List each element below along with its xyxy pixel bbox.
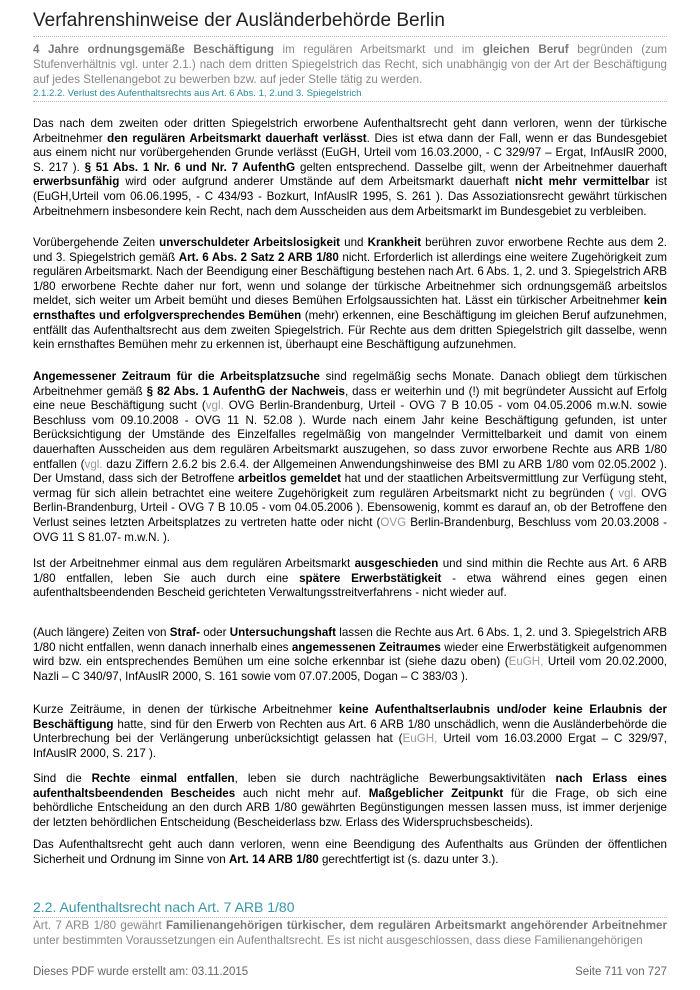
paragraph-job-search-period: Angemessener Zeitraum für die Arbeitsplatzsuche sind regelmäßig sechs Monate. Danach obliegt dem türkischen Arbeitnehmer gemäß § 82 Abs. 1 AufenthG der Nachweis, dass er weiterhin und (!) mit begründeter Aussicht auf Erfolg eine neue Beschäftigung sucht (vgl. OVG Berlin-Brandenburg, Urteil - OVG 7 B 10.05 - vom 04.05.2006 m.w.N. sowie Beschluss vom 09.10.2008 - OVG 11 N. 52.08 ). Wurde nach einem Jahr keine Beschäftigung gefunden, ist unter Berücksichtigung der Umstände des Einzelfalles regelmäßig von mangelnder Vermittelbarkeit und damit von einem dauerhaften Ausscheiden aus dem regulären Arbeitsmarkt auszugehen, so dass zuvor erworbene Rechte aus ARB 1/80 entfallen (vgl. dazu Ziffern 2.6.2 bis 2.6.4. der Allgemeinen Anwendungshinweise des BMI zu ARB 1/80 vom 02.05.2002 ). Der Umstand, dass sich der Betroffene arbeitlos gemeldet hat und der staatlichen Arbeitsvermittlung zur Verfügung steht, vermag für sich allein betrachtet eine weitere Zugehörigkeit zum regulären Arbeitsmarkt nicht zu begründen ( vgl. OVG Berlin-Brandenburg, Urteil - OVG 7 B 10.05 - vom 04.05.2006 ). Ebensowenig, kommt es darauf an, ob der Betroffene den Verlust seines letzten Arbeitsplatzes zu vertreten hatte oder nicht (OVG Berlin-Brandenburg, Beschluss vom 20.03.2008 - OVG 11 S 81.07- m.w.N. ).	[33, 370, 668, 544]
paragraph-left-labour-market: Ist der Arbeitnehmer einmal aus dem regulären Arbeitsmarkt ausgeschieden und sind mithin die Rechte aus Art. 6 ARB 1/80 entfallen, leben Sie auch durch eine spätere Erwerbstätigkeit - etwa während eines gegen einen aufenthaltsbeendenden Bescheid gerichteten Verwaltungsstreitverfahrens - nicht wieder auf.	[33, 557, 668, 600]
subsection-link[interactable]: 2.1.2.2. Verlust des Aufenthaltsrechts aus Art. 6 Abs. 1, 2.und 3. Spiegelstrich	[33, 88, 362, 99]
section-divider	[33, 917, 667, 918]
paragraph-loss-of-right: Das nach dem zweiten oder dritten Spiegelstrich erworbene Aufenthaltsrecht geht dann verloren, wenn der türkische Arbeitnehmer den regulären Arbeitsmarkt dauerhaft verlässt. Dies ist etwa dann der Fall, wenn er das Bundesgebiet aus einem nicht nur vorübergehenden Grunde verlässt (EuGH, Urteil vom 16.03.2000, - C 329/97 – Ergat, InfAuslR 2000, S. 217 ). § 51 Abs. 1 Nr. 6 und Nr. 7 AufenthG gelten entsprechend. Dasselbe gilt, wenn der Arbeitnehmer dauerhaft erwerbsunfähig wird oder aufgrund anderer Umstände auf dem Arbeitsmarkt dauerhaft nicht mehr vermittelbar ist (EuGH,Urteil vom 06.06.1995, - C 434/93 - Bozkurt, InfAuslR 1995, S. 261 ). Das Assoziationsrecht gewährt türkischen Arbeitnehmern insbesondere kein Recht, nach dem Ausscheiden aus dem Arbeitsmarkt im Bundesgebiet zu verbleiben.	[33, 117, 667, 218]
paragraph-rights-lapsed: Sind die Rechte einmal entfallen, leben sie durch nachträgliche Bewerbungsaktivitäten nach Erlass eines aufenthaltsbeendenden Bescheides auch nicht mehr auf. Maßgeblicher Zeitpunkt für die Frage, ob sich eine behördliche Entscheidung an den durch ARB 1/80 gewährten Begünstigungen messen lassen muss, ist immer derjenige der letzten behördlichen Entscheidung (Bescheiderlass bzw. Erlass des Widerspruchsbescheids).	[33, 772, 667, 829]
paragraph-unemployment: Vorübergehende Zeiten unverschuldeter Arbeitslosigkeit und Krankheit berühren zuvor erworbene Rechte aus dem 2. und 3. Spiegelstrich gemäß Art. 6 Abs. 2 Satz 2 ARB 1/80 nicht. Erforderlich ist allerdings eine weitere Zugehörigkeit zum regulären Arbeitsmarkt. Nach der Beendigung einer Beschäftigung bestehen nach Art. 6 Abs. 1, 2. und 3. Spiegelstrich ARB 1/80 erworbene Rechte daher nur fort, wenn und solange der türkische Arbeitnehmer sich ordnungsgemäß arbeitslos meldet, sich weiter um Arbeit bemüht und dieses Bemühen Erfolgsaussichten hat. Lässt ein türkischer Arbeitnehmer kein ernsthaftes und erfolgversprechendes Bemühen (mehr) erkennen, eine Beschäftigung im gleichen Beruf aufzunehmen, entfällt das Aufenthaltsrecht aus dem zweiten Spiegelstrich. Für Rechte aus dem dritten Spiegelstrich gilt dasselbe, wenn kein ernsthaftes Bemühen mehr zu erkennen ist, überhaupt eine Beschäftigung aufzunehmen.	[33, 236, 668, 352]
footer-created-date: Dieses PDF wurde erstellt am: 03.11.2015	[33, 966, 249, 978]
section-heading: 2.2. Aufenthaltsrecht nach Art. 7 ARB 1/80	[33, 899, 295, 915]
page-title: Verfahrenshinweise der Ausländerbehörde Berlin	[33, 10, 445, 31]
subsection-divider	[33, 101, 667, 102]
paragraph-short-periods: Kurze Zeiträume, in denen der türkische Arbeitnehmer keine Aufenthaltserlaubnis und/oder keine Erlaubnis der Beschäftigung hatte, sind für den Erwerb von Rechten aus Art. 6 ARB 1/80 unschädlich, wenn die Ausländerbehörde die Unterbrechung bei der Verlängerung unberücksichtigt gelassen hat (EuGH, Urteil vom 16.03.2000 Ergat – C 329/97, InfAuslR 2000, S. 217 ).	[33, 703, 667, 760]
title-divider	[33, 36, 667, 37]
section-intro-paragraph: Art. 7 ARB 1/80 gewährt Familienangehörigen türkischer, dem regulären Arbeitsmarkt angehörender Arbeitnehmer unter bestimmten Voraussetzungen ein Aufenthaltsrecht. Es ist nicht ausgeschlossen, dass diese Familienangehörigen	[33, 919, 667, 947]
intro-paragraph: 4 Jahre ordnungsgemäße Beschäftigung im regulären Arbeitsmarkt und im gleichen Beruf begründen (zum Stufenverhältnis vgl. unter 2.1.) nach dem dritten Spiegelstrich das Recht, sich unabhängig von der Art der Beschäftigung auf jedes Stellenangebot zu bewerben bzw. auf jeder Stelle tätig zu werden.	[33, 43, 667, 86]
footer-page-number: Seite 711 von 727	[575, 966, 667, 978]
paragraph-public-order: Das Aufenthaltsrecht geht auch dann verloren, wenn eine Beendigung des Aufenthalts aus Gründen der öffentlichen Sicherheit und Ordnung im Sinne von Art. 14 ARB 1/80 gerechtfertigt ist (s. dazu unter 3.).	[33, 838, 667, 866]
paragraph-detention: (Auch längere) Zeiten von Straf- oder Untersuchungshaft lassen die Rechte aus Art. 6 Abs. 1, 2. und 3. Spiegelstrich ARB 1/80 nicht entfallen, wenn danach innerhalb eines angemessenen Zeitraumes wieder eine Erwerbstätigkeit aufgenommen wird bzw. ein entsprechendes Bemühen um eine solche erkennbar ist (siehe dazu oben) (EuGH, Urteil vom 20.02.2000, Nazli – C 340/97, InfAuslR 2000, S. 161 sowie vom 07.07.2005, Dogan – C 383/03 ).	[33, 626, 667, 683]
